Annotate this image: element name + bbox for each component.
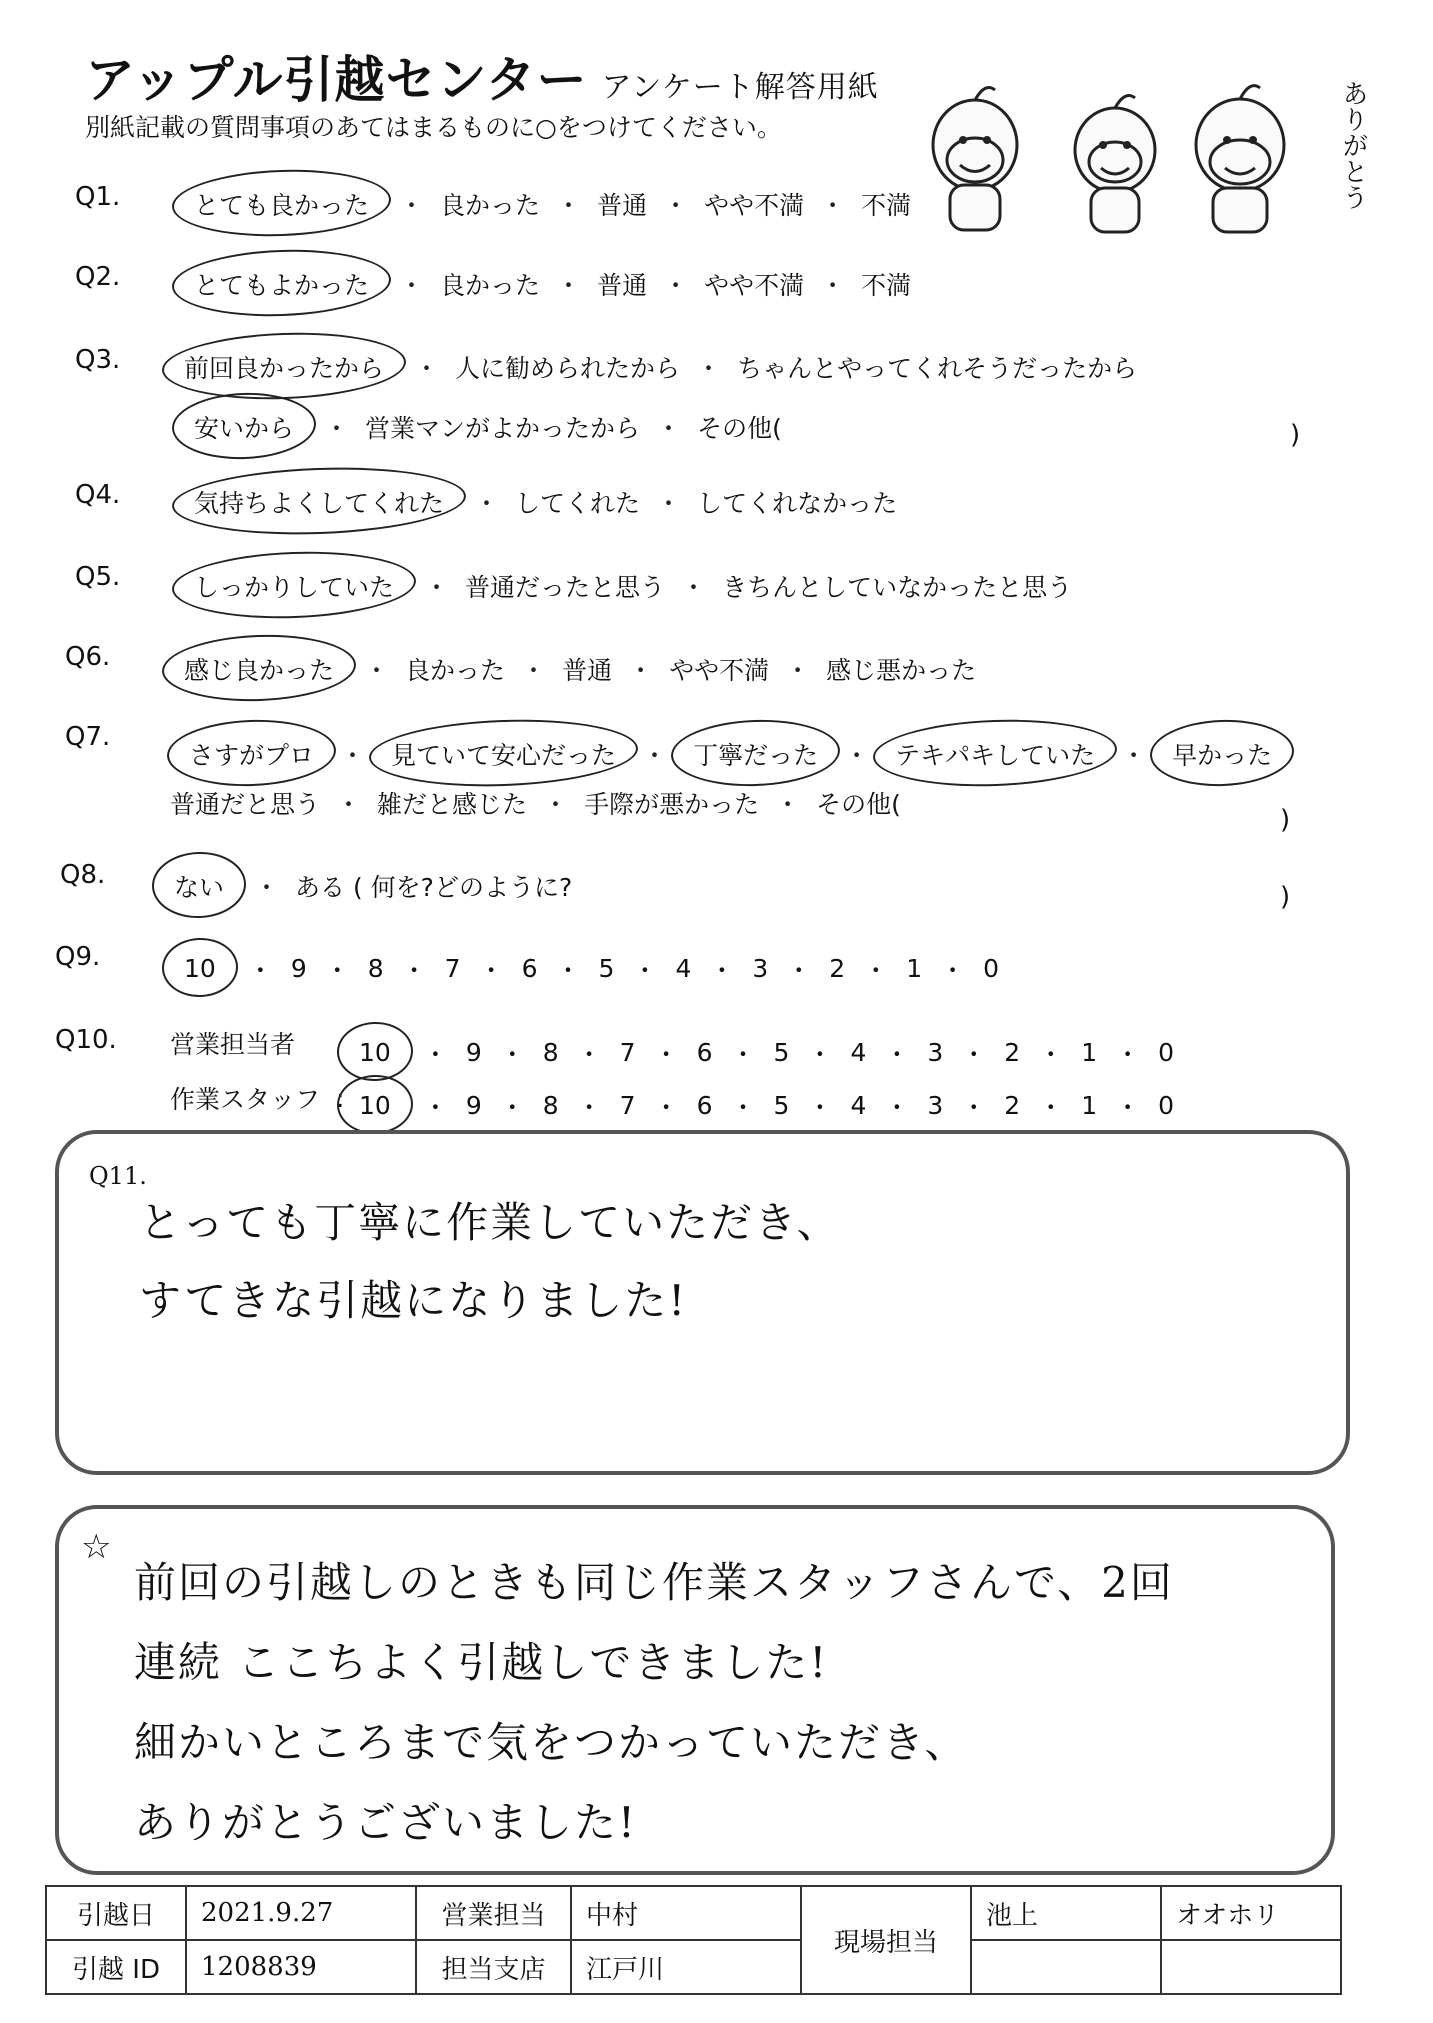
move-date-value[interactable]: 2021.9.27 [186,1886,416,1940]
q10-sales-score[interactable]: 6 [696,1038,713,1067]
q1-option[interactable]: やや不満 [704,191,805,220]
company-name: アップル引越センター [85,51,588,109]
sales-rep-value[interactable]: 中村 [571,1886,801,1940]
q10-sales-score[interactable]: 7 [619,1038,636,1067]
q6-label: Q6. [65,642,111,672]
move-id-label: 引越 ID [46,1940,186,1994]
q9-score[interactable]: 4 [675,954,692,983]
q2-option[interactable]: 普通 [597,271,648,300]
q3-close-paren: ) [1290,420,1301,450]
q9-score[interactable]: 8 [367,954,384,983]
q9-score[interactable]: 6 [521,954,538,983]
extra-comment-line-2: 連続 ここちよく引越しできました! [134,1638,829,1687]
q5-options: しっかりしていた ・ 普通だったと思う ・ きちんとしていなかったと思う [180,562,1072,610]
q11-label: Q11. [89,1162,147,1190]
q10-staff-score[interactable]: 7 [619,1091,636,1120]
site-rep-label: 現場担当 [801,1886,971,1994]
q10-staff-score-selected[interactable]: 10 [345,1085,405,1126]
q2-option-selected[interactable]: とてもよかった [180,260,383,308]
q10-sales-score[interactable]: 4 [850,1038,867,1067]
site-rep-extra-2[interactable] [1161,1940,1341,1994]
q10-sales-label: 営業担当者 [170,1030,296,1059]
q7-option-selected[interactable]: 見ていて安心だった [377,730,630,778]
q9-score-selected[interactable]: 10 [170,948,230,989]
q2-label: Q2. [75,262,121,292]
q10-staff-scale: 10 ・ 9 ・ 8 ・ 7 ・ 6 ・ 5 ・ 4 ・ 3 ・ 2 ・ 1 ・ 0 [345,1085,1174,1126]
q5-option[interactable]: きちんとしていなかったと思う [722,573,1073,602]
q7-option[interactable]: 雑だと感じた [377,790,528,819]
q1-label: Q1. [75,182,121,212]
q9-score[interactable]: 0 [983,954,1000,983]
q9-score[interactable]: 2 [829,954,846,983]
q8-close-paren: ) [1280,882,1291,912]
q10-sales-score[interactable]: 1 [1081,1038,1098,1067]
form-title [85,40,879,112]
q4-label: Q4. [75,480,121,510]
q7-option-selected[interactable]: テキパキしていた [881,730,1109,778]
q10-sales-score[interactable]: 0 [1158,1038,1175,1067]
q6-option-selected[interactable]: 感じ良かった [170,645,348,693]
q9-score[interactable]: 7 [444,954,461,983]
q1-option-selected[interactable]: とても良かった [180,180,383,228]
q10-staff-score[interactable]: 6 [696,1091,713,1120]
q7-option-selected[interactable]: さすがプロ [175,730,328,778]
q5-option-selected[interactable]: しっかりしていた [180,562,408,610]
q10-sales-score-selected[interactable]: 10 [345,1032,405,1073]
q10-staff-score[interactable]: 9 [465,1091,482,1120]
q3-label: Q3. [75,345,121,375]
branch-value[interactable]: 江戸川 [571,1940,801,1994]
q9-score[interactable]: 9 [290,954,307,983]
q9-label: Q9. [55,942,101,972]
q7-option[interactable]: 普通だと思う [170,790,321,819]
q3-option[interactable]: 営業マンがよかったから [365,414,641,443]
q5-label: Q5. [75,562,121,592]
q7-option-selected[interactable]: 早かった [1158,730,1286,778]
q11-line-2: すてきな引越になりました! [139,1276,688,1325]
q7-option-other[interactable]: その他( [816,790,901,819]
q7-options-line2: 普通だと思う ・ 雑だと感じた ・ 手際が悪かった ・ その他( [170,785,901,821]
q8-option-selected[interactable]: ない [160,862,238,910]
q3-option[interactable]: 人に勧められたから [455,354,681,383]
q10-staff-score[interactable]: 3 [927,1091,944,1120]
form-subtitle: アンケート解答用紙 [601,70,879,105]
mascot-illustration [915,70,1345,240]
q10-staff-score[interactable]: 0 [1158,1091,1175,1120]
extra-comment-line-3: 細かいところまで気をつかっていただき、 [134,1718,969,1767]
sales-rep-label: 営業担当 [416,1886,571,1940]
q10-sales-score[interactable]: 5 [773,1038,790,1067]
branch-label: 担当支店 [416,1940,571,1994]
q8-option[interactable]: ある ( 何を?どのように? [295,873,573,902]
q7-options-line1: さすがプロ ・ 見ていて安心だった ・ 丁寧だった ・ テキパキしていた ・ 早かった [175,730,1286,778]
q2-option[interactable]: 不満 [861,271,912,300]
q5-option[interactable]: 普通だったと思う [465,573,666,602]
q10-staff-score[interactable]: 2 [1004,1091,1021,1120]
q6-options: 感じ良かった ・ 良かった ・ 普通 ・ やや不満 ・ 感じ悪かった [170,645,976,693]
q6-option[interactable]: 普通 [562,656,613,685]
site-rep-extra-1[interactable] [971,1940,1161,1994]
q8-options: ない ・ ある ( 何を?どのように? [160,862,572,910]
q1-option[interactable]: 良かった [440,191,541,220]
q3-options-line1: 前回良かったから ・ 人に勧められたから ・ ちゃんとやってくれそうだったから [170,343,1137,391]
q7-close-paren: ) [1280,805,1291,835]
q11-comment-box[interactable] [55,1130,1350,1475]
footer-table [45,1885,1342,1995]
site-rep-value-1[interactable]: 池上 [971,1886,1161,1940]
instruction-text: 別紙記載の質問事項のあてはまるものに○をつけてください。 [85,113,782,142]
q1-option[interactable]: 不満 [861,191,912,220]
q2-option[interactable]: 良かった [440,271,541,300]
q4-options: 気持ちよくしてくれた ・ してくれた ・ してくれなかった [180,478,897,526]
star-icon: ☆ [81,1527,112,1567]
q2-options: とてもよかった ・ 良かった ・ 普通 ・ やや不満 ・ 不満 [180,260,911,308]
q2-option[interactable]: やや不満 [704,271,805,300]
q6-option[interactable]: 感じ悪かった [826,656,977,685]
monkey-mascots-icon [915,70,1345,240]
q3-options-line2: 安いから ・ 営業マンがよかったから ・ その他( [180,403,782,451]
q10-staff-score[interactable]: 5 [773,1091,790,1120]
q6-option[interactable]: やや不満 [669,656,770,685]
mascot-caption: ありがとう [1338,80,1368,210]
q3-option[interactable]: ちゃんとやってくれそうだったから [737,354,1138,383]
extra-comment-line-4: ありがとうございました! [134,1798,637,1847]
q10-sales-score[interactable]: 2 [1004,1038,1021,1067]
q7-option[interactable]: 手際が悪かった [584,790,760,819]
q7-label: Q7. [65,722,111,752]
extra-comment-box[interactable] [55,1505,1335,1875]
q3-option-selected[interactable]: 前回良かったから [170,343,398,391]
q10-staff-label: 作業スタッフ : [170,1083,345,1114]
q10-sales-score[interactable]: 9 [465,1038,482,1067]
move-date-label: 引越日 [46,1886,186,1940]
q10-sales-scale: 10 ・ 9 ・ 8 ・ 7 ・ 6 ・ 5 ・ 4 ・ 3 ・ 2 ・ 1 ・ 0 [345,1032,1174,1073]
extra-comment-line-1: 前回の引越しのときも同じ作業スタッフさんで、2回 [134,1558,1174,1607]
q9-score[interactable]: 5 [598,954,615,983]
q1-options: とても良かった ・ 良かった ・ 普通 ・ やや不満 ・ 不満 [180,180,911,228]
move-id-value[interactable]: 1208839 [186,1940,416,1994]
q7-option-selected[interactable]: 丁寧だった [679,730,832,778]
q3-option-other[interactable]: その他( [697,414,782,443]
q1-option[interactable]: 普通 [597,191,648,220]
q10-staff-score[interactable]: 4 [850,1091,867,1120]
q6-option[interactable]: 良かった [405,656,506,685]
q11-line-1: とっても丁寧に作業していただき、 [139,1198,841,1247]
q10-sales-score[interactable]: 3 [927,1038,944,1067]
q3-option-selected[interactable]: 安いから [180,403,308,451]
q4-option[interactable]: してくれた [515,489,641,518]
q10-label: Q10. [55,1025,117,1055]
q10-sales-score[interactable]: 8 [542,1038,559,1067]
q9-score[interactable]: 3 [752,954,769,983]
q4-option[interactable]: してくれなかった [697,489,898,518]
q4-option-selected[interactable]: 気持ちよくしてくれた [180,478,458,526]
q9-score[interactable]: 1 [906,954,923,983]
q10-staff-score[interactable]: 8 [542,1091,559,1120]
q9-scale: 10 ・ 9 ・ 8 ・ 7 ・ 6 ・ 5 ・ 4 ・ 3 ・ 2 ・ 1 ・ 0 [170,948,999,989]
site-rep-value-2[interactable]: オオホリ [1161,1886,1341,1940]
q8-label: Q8. [60,860,106,890]
q10-staff-score[interactable]: 1 [1081,1091,1098,1120]
